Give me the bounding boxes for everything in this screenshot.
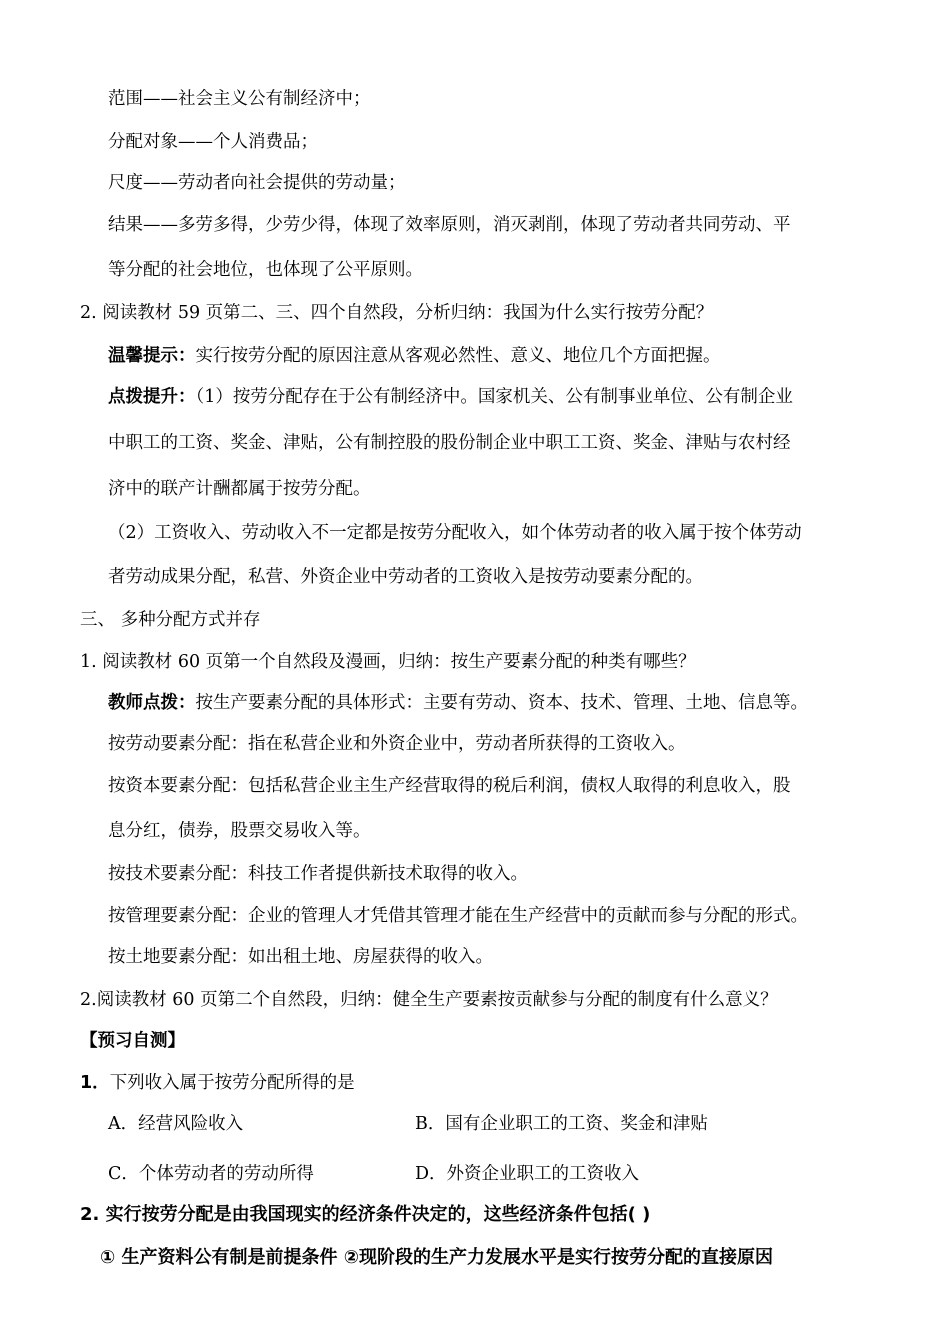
teacher-text: 按生产要素分配的具体形式：主要有劳动、资本、技术、管理、土地、信息等。 — [195, 693, 808, 713]
labor-factor-line: 按劳动要素分配：指在私营企业和外资企业中，劳动者所获得的工资收入。 — [108, 734, 686, 754]
land-factor-line: 按土地要素分配：如出租土地、房屋获得的收入。 — [108, 947, 493, 967]
management-factor-line: 按管理要素分配：企业的管理人才凭借其管理才能在生产经营中的贡献而参与分配的形式。 — [108, 906, 808, 926]
option-c: C．个体劳动者的劳动所得 — [108, 1164, 314, 1184]
point-paragraph-line-1 — [108, 385, 793, 409]
capital-factor-line-2: 息分红，债券，股票交易收入等。 — [108, 821, 371, 841]
result-line-2: 等分配的社会地位，也体现了公平原则。 — [108, 260, 423, 280]
test-question-1-number: 1． — [80, 1073, 110, 1093]
section-3-question-2: 2.阅读教材 60 页第二个自然段，归纳：健全生产要素按贡献参与分配的制度有什么意义？ — [80, 990, 778, 1010]
point-paragraph-line-3: 济中的联产计酬都属于按劳分配。 — [108, 479, 371, 499]
option-d: D．外资企业职工的工资收入 — [415, 1164, 640, 1184]
tip-label: 温馨提示： — [108, 346, 196, 366]
point-paragraph-line-2: 中职工的工资、奖金、津贴，公有制控股的股份制企业中职工工资、奖金、津贴与农村经 — [108, 433, 791, 453]
teacher-label: 教师点拨： — [108, 693, 196, 713]
test-question-2-stem: 2. 实行按劳分配是由我国现实的经济条件决定的，这些经济条件包括( ) — [80, 1204, 651, 1225]
result-line-1: 结果——多劳多得，少劳少得，体现了效率原则，消灭剥削，体现了劳动者共同劳动、平 — [108, 215, 791, 235]
self-test-title: 【预习自测】 — [80, 1031, 185, 1051]
option-a: A．经营风险收入 — [108, 1114, 244, 1134]
test-question-2-items: ① 生产资料公有制是前提条件 ②现阶段的生产力发展水平是实行按劳分配的直接原因 — [100, 1247, 774, 1268]
test-question-1 — [80, 1071, 355, 1095]
section-3-title: 三、 多种分配方式并存 — [80, 610, 261, 630]
question-2-title: 2. 阅读教材 59 页第二、三、四个自然段，分析归纳：我国为什么实行按劳分配？ — [80, 303, 714, 323]
capital-factor-line-1: 按资本要素分配：包括私营企业主生产经营取得的税后利润，债权人取得的利息收入，股 — [108, 776, 791, 796]
tip-text: 实行按劳分配的原因注意从客观必然性、意义、地位几个方面把握。 — [195, 346, 721, 366]
point2-line-2: 者劳动成果分配，私营、外资企业中劳动者的工资收入是按劳动要素分配的。 — [108, 567, 703, 587]
measure-line: 尺度——劳动者向社会提供的劳动量； — [108, 173, 406, 193]
point2-line-1: （2）工资收入、劳动收入不一定都是按劳分配收入，如个体劳动者的收入属于按个体劳动 — [108, 523, 802, 543]
option-b: B．国有企业职工的工资、奖金和津贴 — [415, 1114, 708, 1134]
point-label: 点拨提升： — [108, 387, 196, 407]
point-text-1: （1）按劳分配存在于公有制经济中。国家机关、公有制事业单位、公有制企业 — [195, 387, 793, 407]
scope-line: 范围——社会主义公有制经济中； — [108, 89, 371, 109]
teacher-paragraph — [108, 691, 808, 715]
tip-paragraph — [108, 344, 721, 368]
section-3-question-1: 1. 阅读教材 60 页第一个自然段及漫画，归纳：按生产要素分配的种类有哪些？ — [80, 652, 696, 672]
tech-factor-line: 按技术要素分配：科技工作者提供新技术取得的收入。 — [108, 864, 528, 884]
test-question-1-stem: 下列收入属于按劳分配所得的是 — [109, 1073, 355, 1093]
object-line: 分配对象——个人消费品； — [108, 132, 318, 152]
